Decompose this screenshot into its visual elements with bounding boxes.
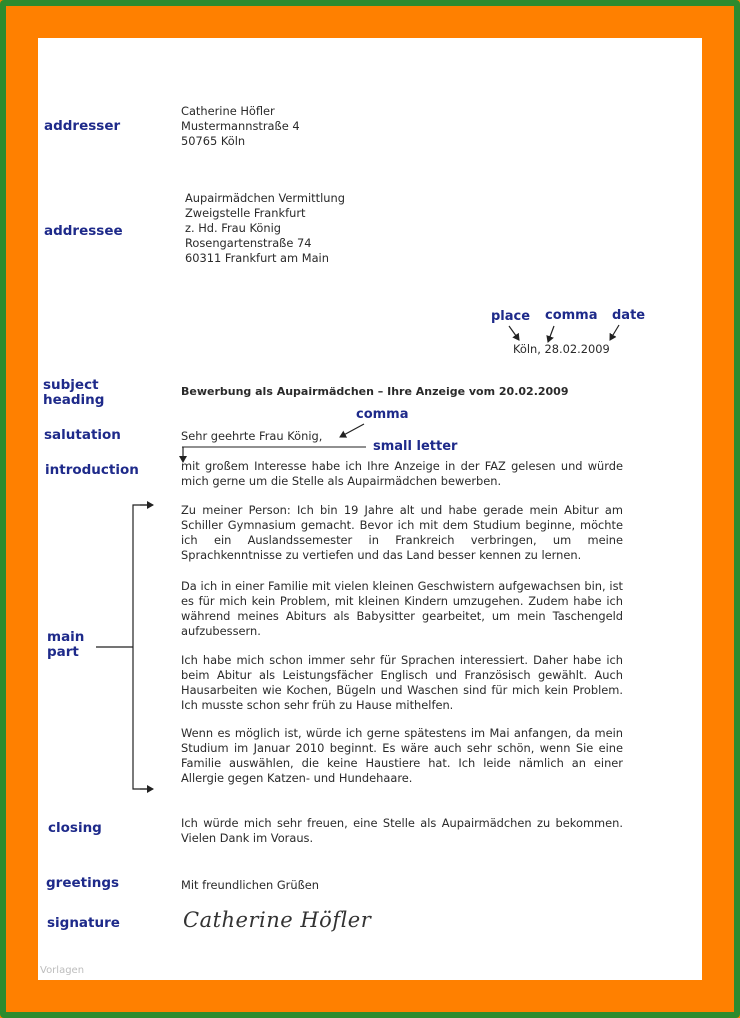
annotation-comma-date: comma xyxy=(545,308,598,323)
main-paragraph-3: Ich habe mich schon immer sehr für Sprachen interessiert. Daher habe ich beim Abitur als Leistungsfächer Englisch und Französisch gewählt. Auch Hausarbeiten wie Kochen, Bügeln und Waschen sind für mich kein Problem. Ich musste schon sehr früh zu Hause mithelfen. xyxy=(181,653,623,712)
arrow-date xyxy=(610,325,619,340)
sender-city: 50765 Köln xyxy=(181,134,246,148)
main-paragraph-2: Da ich in einer Familie mit vielen kleinen Geschwistern aufgewachsen bin, ist es für mich kein Problem, mit kleinen Kindern umzugehen. Zudem habe ich während meines Abiturs als Babysitter gearbeitet, um mein Taschengeld aufzubessern. xyxy=(181,579,623,638)
label-main-line2: part xyxy=(47,644,79,660)
arrow-comma-salutation xyxy=(340,424,364,437)
greetings-line: Mit freundlichen Grüßen xyxy=(181,878,319,892)
recipient-line-1: Aupairmädchen Vermittlung xyxy=(185,191,345,205)
annotation-comma-salutation: comma xyxy=(356,407,409,422)
introduction-paragraph: mit großem Interesse habe ich Ihre Anzeige in der FAZ gelesen und würde mich gerne um die Stelle als Aupairmädchen bewerben. xyxy=(181,459,623,488)
label-addresser: addresser xyxy=(44,118,121,134)
label-main-line1: main xyxy=(47,629,85,645)
annotation-date: date xyxy=(612,308,646,323)
recipient-line-2: Zweigstelle Frankfurt xyxy=(185,206,306,220)
place-date: Köln, 28.02.2009 xyxy=(513,342,610,356)
label-greetings: greetings xyxy=(46,875,120,891)
label-subject-line1: subject xyxy=(43,377,99,393)
sender-name: Catherine Höfler xyxy=(181,104,275,118)
label-addressee: addressee xyxy=(44,223,123,239)
arrow-place xyxy=(509,326,519,340)
main-part-bracket xyxy=(133,505,150,789)
salutation: Sehr geehrte Frau König, xyxy=(181,429,323,443)
handwritten-signature: Catherine Höfler xyxy=(183,908,372,932)
main-paragraph-1: Zu meiner Person: Ich bin 19 Jahre alt und habe gerade mein Abitur am Schiller Gymnasium gemacht. Bevor ich mit dem Studium beginne, möchte ich ein Auslandssemester in Frankreich verbringen, um meine Sprachkenntnisse zu vertiefen und das Land besser kennen zu lernen. xyxy=(181,503,623,562)
label-subject-line2: heading xyxy=(43,392,105,408)
sender-street: Mustermannstraße 4 xyxy=(181,119,300,133)
watermark: Vorlagen xyxy=(40,965,85,976)
annotation-place: place xyxy=(491,309,531,324)
label-salutation: salutation xyxy=(44,427,121,443)
recipient-line-5: 60311 Frankfurt am Main xyxy=(185,251,329,265)
closing-paragraph: Ich würde mich sehr freuen, eine Stelle als Aupairmädchen zu bekommen. Vielen Dank im Voraus. xyxy=(181,816,623,845)
label-introduction: introduction xyxy=(45,462,139,478)
main-paragraph-4: Wenn es möglich ist, würde ich gerne spätestens im Mai anfangen, da mein Studium im Januar 2010 beginnt. Es wäre auch sehr schön, wenn Sie eine Familie auswählen, die keine Haustiere hat. Ich leide nämlich an einer Allergie gegen Katzen- und Hundehaare. xyxy=(181,726,623,785)
arrow-comma-date xyxy=(548,326,554,342)
subject-line: Bewerbung als Aupairmädchen – Ihre Anzeige vom 20.02.2009 xyxy=(181,385,569,398)
label-signature: signature xyxy=(47,915,120,931)
label-closing: closing xyxy=(48,820,102,836)
recipient-line-3: z. Hd. Frau König xyxy=(185,221,281,235)
annotation-small-letter: small letter xyxy=(373,439,458,454)
recipient-line-4: Rosengartenstraße 74 xyxy=(185,236,312,250)
